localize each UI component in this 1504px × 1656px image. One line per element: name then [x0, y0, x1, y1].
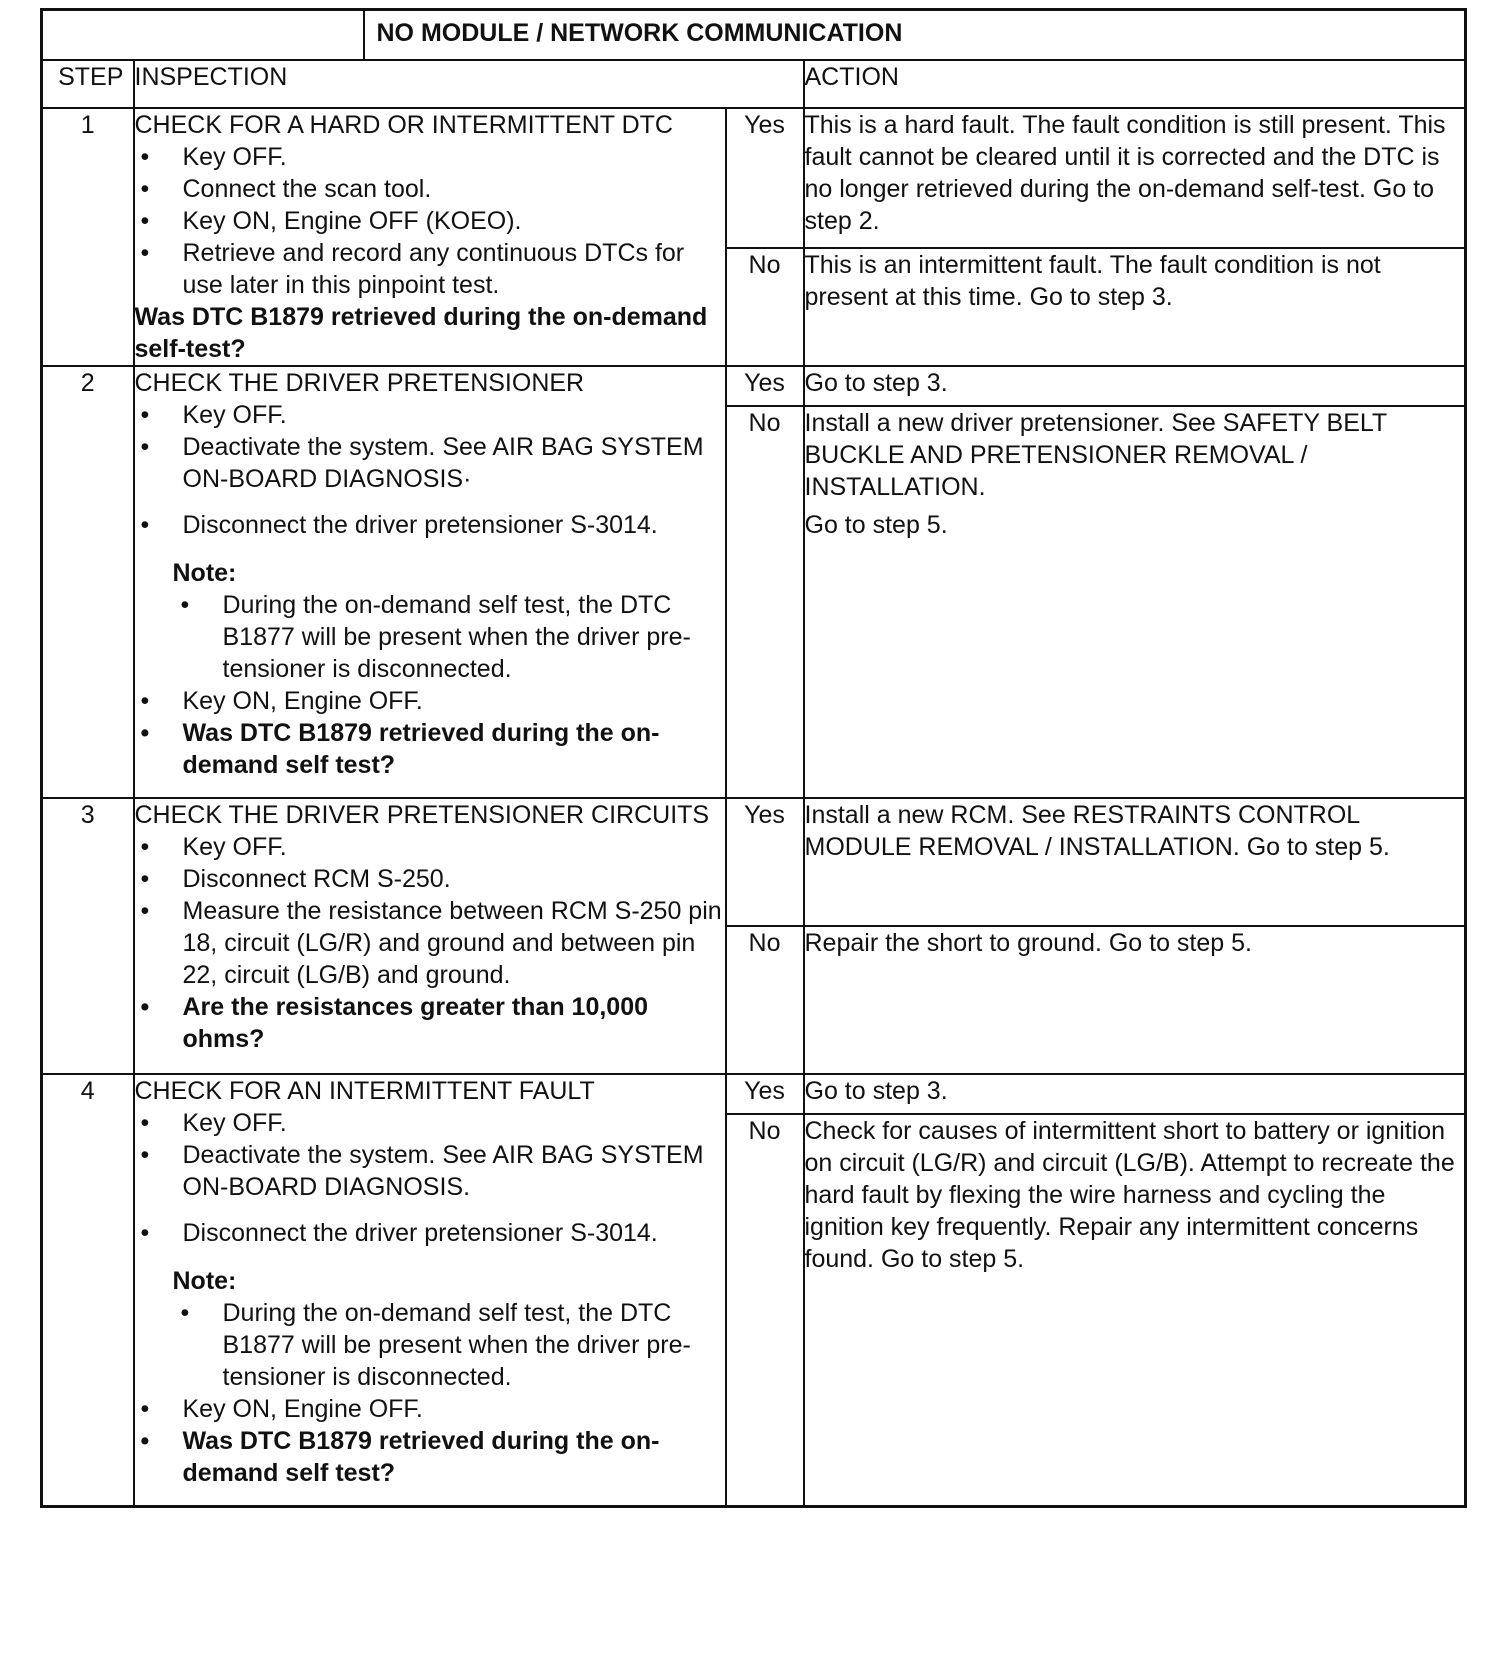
yes-action: Install a new RCM. See RESTRAINTS CONTROL MODULE REMOVAL / INSTALLATION. Go to step 5.: [804, 798, 1466, 926]
step-3-yes-row: [42, 798, 1466, 926]
note-label: Note:: [172, 559, 237, 587]
inspection-question: • Are the resistances greater than 10,000 ohms?: [135, 991, 725, 1055]
inspection-bullets-after: [135, 1393, 725, 1489]
step-number: 1: [42, 108, 134, 366]
step-2-yes-row: [42, 366, 1466, 406]
bullet-item: • Connect the scan tool.: [135, 173, 725, 205]
bullet-item: • Measure the resistance between RCM S-250 pin 18, circuit (LG/R) and ground and between pin 22, circuit (LG/B) and ground.: [135, 895, 725, 991]
bullet-item: • Disconnect RCM S-250.: [135, 863, 725, 895]
note-bullets: [175, 1297, 725, 1393]
no-label: No: [726, 1114, 804, 1507]
note-item: • During the on-demand self test, the DTC B1877 will be present when the driver pre-tensioner is disconnected.: [175, 1297, 725, 1393]
step-number: 3: [42, 798, 134, 1074]
inspection-bullets-after: [135, 685, 725, 781]
step-4-inspection: [134, 1074, 726, 1507]
inspection-title: CHECK FOR AN INTERMITTENT FAULT: [134, 1077, 595, 1105]
bullet-item: • Deactivate the system. See AIR BAG SYSTEM ON-BOARD DIAGNOSIS·: [135, 431, 725, 495]
inspection-bullets: [135, 141, 725, 301]
step-2-inspection: [134, 366, 726, 798]
bullet-item: • Key ON, Engine OFF (KOEO).: [135, 205, 725, 237]
inspection-title: CHECK THE DRIVER PRETENSIONER CIRCUITS: [134, 801, 710, 829]
step-3-inspection: [134, 798, 726, 1074]
header-row: [42, 60, 1466, 108]
note-label: Note:: [172, 1267, 237, 1295]
inspection-question: Was DTC B1879 retrieved during the on-demand self-test?: [134, 303, 708, 363]
yes-label: Yes: [726, 108, 804, 248]
bullet-item: • Key ON, Engine OFF.: [135, 685, 725, 717]
bullet-item: • Disconnect the driver pretensioner S-3014.: [135, 1217, 725, 1249]
no-action: Repair the short to ground. Go to step 5.: [804, 926, 1466, 1074]
inspection-question: • Was DTC B1879 retrieved during the on-demand self test?: [135, 717, 725, 781]
bullet-item: • Key OFF.: [135, 399, 725, 431]
diagnostic-table-frame: [40, 8, 1464, 1640]
no-action: Check for causes of intermittent short to battery or ignition on circuit (LG/R) and circuit (LG/B). Attempt to recreate the hard fault by flexing the wire harness and cycling the ignition key frequently. Repair any intermittent concerns found. Go to step 5.: [804, 1114, 1466, 1507]
bullet-item: • Deactivate the system. See AIR BAG SYSTEM ON-BOARD DIAGNOSIS.: [135, 1139, 725, 1203]
action-header: ACTION: [804, 60, 1466, 108]
inspection-bullets: [135, 831, 725, 1055]
inspection-header: INSPECTION: [134, 60, 804, 108]
step-number: 2: [42, 366, 134, 798]
no-label: No: [726, 406, 804, 798]
no-action-goto: Go to step 5.: [804, 511, 948, 539]
bullet-item: • Key ON, Engine OFF.: [135, 1393, 725, 1425]
inspection-title: CHECK FOR A HARD OR INTERMITTENT DTC: [134, 111, 673, 139]
step-number: 4: [42, 1074, 134, 1507]
step-1-yes-row: [42, 108, 1466, 248]
step-1-inspection: [134, 108, 726, 366]
note-item: • During the on-demand self test, the DTC B1877 will be present when the driver pre-tensioner is disconnected.: [175, 589, 725, 685]
no-action: This is an intermittent fault. The fault condition is not present at this time. Go to step 3.: [804, 248, 1466, 366]
yes-label: Yes: [726, 366, 804, 406]
yes-action: Go to step 3.: [804, 1074, 1466, 1114]
inspection-title: CHECK THE DRIVER PRETENSIONER: [134, 369, 585, 397]
bullet-item: • Key OFF.: [135, 1107, 725, 1139]
bullet-item: • Disconnect the driver pretensioner S-3014.: [135, 509, 725, 541]
inspection-question: • Was DTC B1879 retrieved during the on-demand self test?: [135, 1425, 725, 1489]
step-header: STEP: [42, 60, 134, 108]
yes-action: This is a hard fault. The fault condition is still present. This fault cannot be cleared until it is corrected and the DTC is no longer retrieved during the on-demand self-test. Go to step 2.: [804, 108, 1466, 248]
inspection-bullets: [135, 1107, 725, 1249]
title-row: [42, 10, 1466, 61]
pinpoint-test-table: [40, 8, 1467, 1508]
step-4-yes-row: [42, 1074, 1466, 1114]
table-title: NO MODULE / NETWORK COMMUNICATION: [364, 10, 1466, 61]
inspection-bullets: [135, 399, 725, 541]
note-bullets: [175, 589, 725, 685]
bullet-item: • Key OFF.: [135, 141, 725, 173]
no-label: No: [726, 926, 804, 1074]
yes-action: Go to step 3.: [804, 366, 1466, 406]
bullet-item: • Key OFF.: [135, 831, 725, 863]
title-spacer: [42, 10, 364, 61]
yes-label: Yes: [726, 1074, 804, 1114]
no-action: Install a new driver pretensioner. See SAFETY BELT BUCKLE AND PRETENSIONER REMOVAL / INSTALLATION.: [804, 409, 1387, 501]
no-action-cell: [804, 406, 1466, 798]
yes-label: Yes: [726, 798, 804, 926]
bullet-item: • Retrieve and record any continuous DTCs for use later in this pinpoint test.: [135, 237, 725, 301]
no-label: No: [726, 248, 804, 366]
